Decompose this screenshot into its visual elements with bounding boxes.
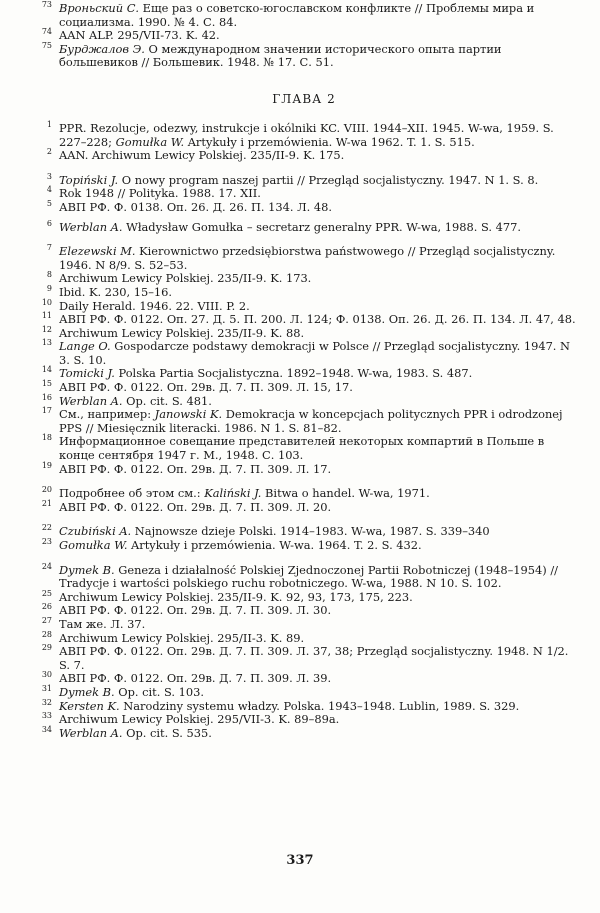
footnote-20: 20 Подробнее об этом см.: Kaliński J. Bitwa o handel. W-wa, 1971. [41, 485, 430, 501]
footnote-30: 30 АВП РФ. Ф. 0122. Оп. 29в. Д. 7. П. 309. Л. 39. [41, 670, 332, 686]
footnote-29: 29 АВП РФ. Ф. 0122. Оп. 29в. Д. 7. П. 309. Л. 37, 38; Przegląd socjalistyczny. 1948. N 1/2. S. 7. [41, 643, 569, 672]
footnote-2: 2 AAN. Archiwum Lewicy Polskiej. 235/II-9. K. 175. [46, 147, 345, 163]
footnote-5: 5 АВП РФ. Ф. 0138. Оп. 26. Д. 26. П. 134. Л. 48. [46, 198, 333, 214]
footnote-10: 10 Daily Herald. 1946. 22. VIII. P. 2. [41, 297, 250, 313]
footnote-75: 75 Бурджалов Э. О международном значении исторического опыта партии большевиков // Большевик. 1948. № 17. С. 51. [41, 40, 502, 70]
footnote-3: 3 Topiński J. O nowy program naszej partii // Przegląd socjalistyczny. 1947. N 1. S. 8. [46, 171, 539, 187]
footnote-74: 74 AAN ALP. 295/VII-73. K. 42. [41, 27, 220, 43]
chapter-heading: ГЛАВА 2 [272, 91, 336, 106]
footnote-28: 28 Archiwum Lewicy Polskiej. 295/II-3. K. 89. [41, 629, 305, 645]
footnote-24: 24 Dymek B. Geneza i działalność Polskiej Zjednoczonej Partii Robotniczej (1948–1954) // Tradycje i wartości polskiego ruchu robotniczego. W-wa, 1988. N 10. S. 102. [41, 561, 559, 591]
footnote-13: 13 Lange O. Gospodarcze podstawy demokracji w Polsce // Przegląd socjalistyczny. 1947. N 3. S. 10. [41, 338, 571, 367]
footnote-33: 33 Archiwum Lewicy Polskiej. 295/VII-3. K. 89–89a. [41, 711, 340, 727]
footnote-17: 17 См., например: Janowski K. Demokracja w koncepcjach politycznych PPR i odrodzonej PPS // Miesięcznik literacki. 1986. N 1. S. 81–82. [41, 406, 563, 435]
footnote-22: 22 Czubiński A. Najnowsze dzieje Polski. 1914–1983. W-wa, 1987. S. 339–340 [41, 523, 490, 539]
footnote-32: 32 Kersten K. Narodziny systemu władzy. Polska. 1943–1948. Lublin, 1989. S. 329. [41, 697, 520, 713]
footnote-4: 4 Rok 1948 // Polityka. 1988. 17. XII. [46, 185, 261, 201]
footnote-14: 14 Tomicki J. Polska Partia Socjalistyczna. 1892–1948. W-wa, 1983. S. 487. [41, 365, 473, 381]
footnote-12: 12 Archiwum Lewicy Polskiej. 235/II-9. K. 88. [41, 324, 305, 340]
page-number: 337 [286, 853, 314, 868]
footnote-34: 34 Werblan A. Op. cit. S. 535. [41, 724, 212, 740]
footnotes-block [30, 2, 578, 740]
footnote-1: 1 PPR. Rezolucje, odezwy, instrukcje i okólniki KC. VIII. 1944–XII. 1945. W-wa, 1959. S. 227–228; Gomułka W. Artykuły i przemówienia. W-wa 1962. T. 1. S. 515. [46, 119, 554, 149]
footnote-16: 16 Werblan A. Op. cit. S. 481. [41, 392, 212, 408]
footnote-8: 8 Archiwum Lewicy Polskiej. 235/II-9. K. 173. [46, 270, 312, 286]
footnote-19: 19 АВП РФ. Ф. 0122. Оп. 29в. Д. 7. П. 309. Л. 17. [41, 460, 332, 476]
footnote-11: 11 АВП РФ. Ф. 0122. Оп. 27. Д. 5. П. 200. Л. 124; Ф. 0138. Оп. 26. Д. 26. П. 134. Л. 47, 48. [41, 311, 576, 327]
footnote-18: 18 Информационное совещание представителей некоторых компартий в Польше в конце сентября 1947 г. М., 1948. С. 103. [41, 433, 545, 463]
footnote-31: 31 Dymek B. Op. cit. S. 103. [41, 683, 204, 699]
footnote-7: 7 Elezewski M. Kierownictwo przedsiębiorstwa państwowego // Przegląd socjalistyczny. 1946. N 8/9. S. 52–53. [46, 243, 556, 272]
footnote-15: 15 АВП РФ. Ф. 0122. Оп. 29в. Д. 7. П. 309. Л. 15, 17. [41, 379, 353, 395]
footnote-27: 27 Там же. Л. 37. [41, 615, 146, 631]
footnote-9: 9 Ibid. K. 230, 15–16. [46, 283, 173, 299]
footnote-25: 25 Archiwum Lewicy Polskiej. 235/II-9. K. 92, 93, 173, 175, 223. [41, 588, 413, 604]
footnote-26: 26 АВП РФ. Ф. 0122. Оп. 29в. Д. 7. П. 309. Л. 30. [41, 602, 332, 618]
footnote-73: 73 Вроньский С. Еще раз о советско-югославском конфликте // Проблемы мира и социализма. 1990. № 4. С. 84. [41, 0, 535, 29]
footnote-23: 23 Gomułka W. Artykuły i przemówienia. W-wa. 1964. T. 2. S. 432. [41, 537, 422, 552]
footnote-6: 6 Werblan A. Władysław Gomułka – secretarz generalny PPR. W-wa, 1988. S. 477. [46, 218, 522, 234]
footnote-21: 21 АВП РФ. Ф. 0122. Оп. 29в. Д. 7. П. 309. Л. 20. [41, 498, 332, 514]
